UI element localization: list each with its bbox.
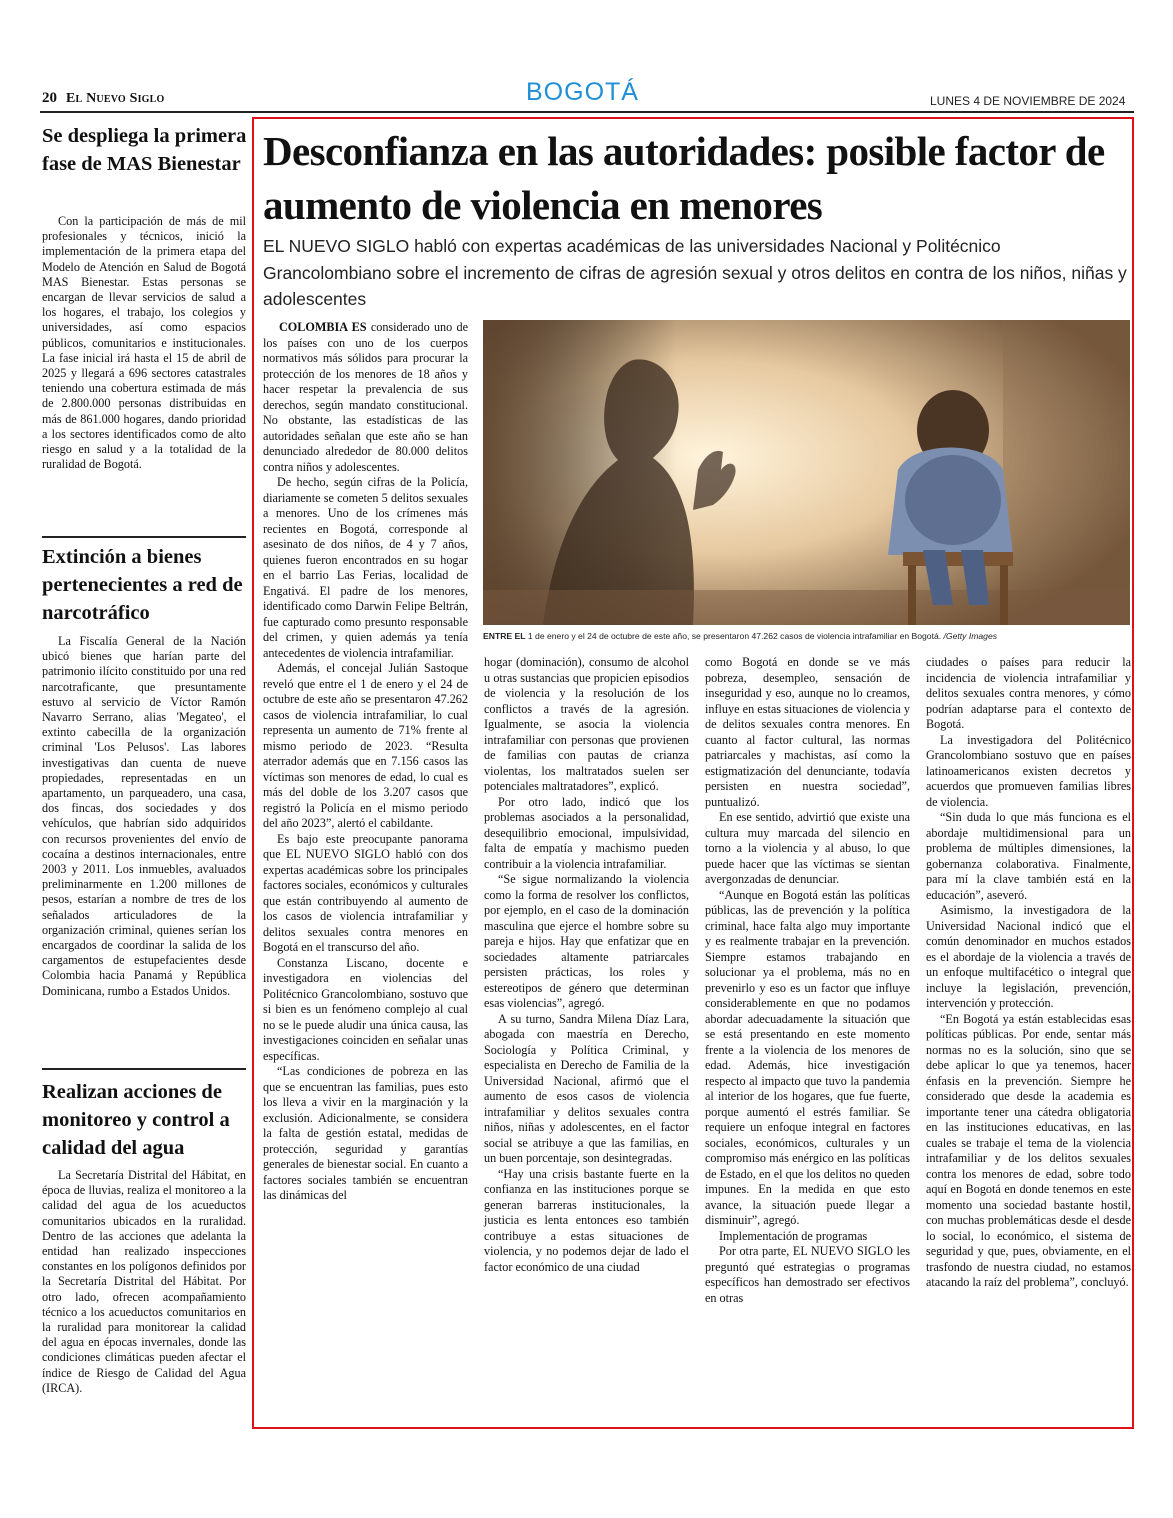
lead-text: considerado uno de los países con uno de los cuerpos normativos más sólidos para procurar la protección de los menores de 18 años y hacer respetar la prevalencia de sus derechos, según mandato constitucional. No obstante, las estadísticas de las autoridades señalan que este año se han denunciado alrededor de 80.000 delitos contra niños y adolescentes.: [263, 320, 468, 474]
brief-3-title: Realizan acciones de monitoreo y control a calidad del agua: [42, 1081, 230, 1159]
article-column-3: [705, 655, 910, 1306]
paragraph: “Hay una crisis bastante fuerte en la confianza en las instituciones porque se generan barreras institucionales, la justicia es lenta entonces eso también contribuye a estas situaciones de violencia, y no podemos dejar de lado el factor económico de una ciudad: [484, 1166, 689, 1274]
article-headline: Desconfianza en las autoridades: posible factor de aumento de violencia en menores: [263, 128, 1105, 228]
article-column-2: [484, 655, 689, 1275]
header-rule: [40, 111, 1134, 113]
paragraph: hogar (dominación), consumo de alcohol u otras sustancias que propicien episodios de violencia y la resolución de los conflictos a través de la agresión. Igualmente, se asocia la violencia intrafamiliar con personas que provienen de familias con pautas de crianza violentas, los maltratados suelen ser potenciales maltratadores”, explicó.: [484, 655, 689, 793]
paragraph: ciudades o países para reducir la incidencia de violencia intrafamiliar y delitos sexuales contra menores, y cómo podrían adaptarse para el contexto de Bogotá.: [926, 655, 1131, 731]
article-column-1: [263, 320, 468, 1204]
article-column-4: [926, 655, 1131, 1291]
paragraph: A su turno, Sandra Milena Díaz Lara, abogada con maestría en Derecho, Sociología y Política Criminal, y especialista en Derecho de Familia de la Universidad Nacional, afirmó que el aumento de esos casos de violencia intrafamiliar y delitos sexuales contra niños, niñas y adolescentes, en el factor social se atribuye a que las familias, en un buen porcentaje, son desintegradas.: [484, 1011, 689, 1165]
caption-lead: ENTRE EL: [483, 631, 526, 641]
lead-kicker: COLOMBIA ES: [279, 320, 367, 334]
paragraph: De hecho, según cifras de la Policía, diariamente se cometen 5 delitos sexuales a menores. Uno de los crímenes más recientes en Bogotá, corresponde al asesinato de dos niños, de 4 y 7 años, quienes fueron encontrados en su hogar en el barrio Las Ferias, localidad de Engativá. El padre de los menores, identificado como Darwin Felipe Beltrán, fue capturado como presunto responsable del crimen, y quien además ya tenía antecedentes de violencia intrafamiliar.: [263, 475, 468, 660]
photo-illustration: [483, 320, 1130, 625]
issue-date: LUNES 4 DE NOVIEMBRE DE 2024: [930, 94, 1126, 108]
paragraph: “Se sigue normalizando la violencia como la forma de resolver los conflictos, por ejemplo, en el caso de la dominación masculina que ejerce el hombre sobre su pareja e hijos. Hay que enfatizar que en sociedades altamente patriarcales persisten prácticas, los roles y estereotipos de género que determinan esas violencias”, agregó.: [484, 872, 689, 1010]
paragraph: La investigadora del Politécnico Grancolombiano sostuvo que en países latinoamericanos existen decretos y acuerdos que promueven familias libres de violencia.: [926, 732, 1131, 809]
brief-2-title: Extinción a bienes pertenecientes a red de narcotráfico: [42, 546, 243, 624]
paragraph: como Bogotá en donde se ve más pobreza, desempleo, sensación de inseguridad y eso, aunque no lo creamos, influye en estas situaciones de violencia y de delitos sexuales contra menores. En cuanto al factor cultural, las normas patriarcales y machistas, así como la estigmatización del denunciante, todavía persisten en nuestra sociedad”, puntualizó.: [705, 655, 910, 809]
paragraph: “En Bogotá ya están establecidas esas políticas públicas. Por ende, sentar más normas no es la solución, sino que se debe aplicar lo que ya tenemos, hacer énfasis en la prevención. Siempre he considerado que desde la academia es importante tener una cátedra obligatoria en las instituciones educativas, en las cuales se trabaje el tema de la violencia intrafamiliar y de los delitos sexuales contra los menores de edad, sobre todo aquí en Bogotá en donde tenemos en este momento una sociedad bastante hostil, con muchas problemáticas desde el desde lo social, lo económico, el sistema de seguridad y que, pues, obviamente, en el trasfondo de nuestra ciudad, no estamos atacando la raíz del problema”, concluyó.: [926, 1011, 1131, 1289]
brief-1-body: Con la participación de más de mil profesionales y técnicos, inició la implementación de la primera etapa del Modelo de Atención en Salud de Bogotá MAS Bienestar. Estas personas se encargan de llevar servicios de salud a los hogares, el trabajo, los colegios y universidades, así como espacios públicos, comunitarios e institucionales. La fase inicial irá hasta el 15 de abril de 2025 y llegará a 696 sectores catastrales teniendo una cobertura estimada de más de 2.800.000 personas distribuidas en más de 861.000 hogares, dando prioridad a los sectores identificados como de alto riesgo en salud y a la totalidad de la ruralidad de Bogotá.: [42, 214, 246, 472]
paragraph: Asimismo, la investigadora de la Universidad Nacional indicó que el común denominador en muchos estados es el abordaje de la violencia a través de un enfoque multifacético o integral que incluye la legislación, prevención, intervención y protección.: [926, 903, 1131, 1010]
paragraph: En ese sentido, advirtió que existe una cultura muy marcada del silencio en torno a la violencia y al abuso, lo que puede hacer que las víctimas se sientan avergonzadas de denunciar.: [705, 810, 910, 886]
brief-2-body: La Fiscalía General de la Nación ubicó bienes que harían parte del patrimonio ilícito constituido por una red narcotraficante, que presuntamente estuvo al servicio de Víctor Ramón Navarro Serrano, alias 'Megateo', el extinto cabecilla de la organización criminal 'Los Pelusos'. Las labores investigativas dan cuenta de nueve propiedades, representadas en un apartamento, un parqueadero, una casa, dos fincas, dos sociedades y dos vehículos, que habrían sido adquiridos con recursos provenientes del envío de cocaína a destinos internacionales, entre 2003 y 2011. Los inmuebles, avaluados preliminarmente en 1.200 millones de pesos, estarían a nombre de tres de los señalados articuladores de la organización criminal, quienes serían los encargados de coordinar la salida de los cargamentos de estupefacientes desde Colombia hacia Panamá y República Dominicana, rumbo a Estados Unidos.: [42, 634, 246, 998]
masthead: El Nuevo Siglo: [66, 91, 165, 106]
subheading: Implementación de programas: [719, 1228, 868, 1243]
photo-credit: /Getty Images: [943, 631, 998, 641]
article-photo: [483, 320, 1130, 625]
brief-divider: [42, 1068, 246, 1070]
brief-divider: [42, 536, 246, 538]
section-title: BOGOTÁ: [526, 78, 639, 106]
paragraph: “Aunque en Bogotá están las políticas públicas, las de prevención y la política criminal, hace falta algo muy importante y es realmente trabajar en la prevención. Siempre estamos trabajando en solucionar ya el problema, más no en prevenirlo y eso es un factor que influye considerablemente en que no podamos abordar adecuadamente la situación que se está presentando en este momento frente a la violencia de los menores de edad. Además, hice investigación respecto al impacto que tuvo la pandemia al interior de los hogares, que fue fuerte, porque aumentó el estrés familiar. Se requiere un enfoque integral en factores sociales, económicos, culturales y un compromiso más enérgico en las políticas de Estado, en el que los delitos no queden impunes. En la medida en que esto avance, la situación puede llegar a disminuir”, agregó.: [705, 887, 910, 1227]
paragraph: “Sin duda lo que más funciona es el abordaje multidimensional para un problema de múltiples dimensiones, la gobernanza colaborativa. Finalmente, para mí la clave también está en la educación”, aseveró.: [926, 810, 1131, 902]
paragraph: Por otra parte, EL NUEVO SIGLO les preguntó qué estrategias o programas específicos han demostrado ser efectivos en otras: [705, 1244, 910, 1305]
caption-text: 1 de enero y el 24 de octubre de este año, se presentaron 47.262 casos de violencia intrafamiliar en Bogotá.: [525, 631, 944, 641]
paragraph: Constanza Liscano, docente e investigadora en violencias del Politécnico Grancolombiano, sostuvo que si bien es un fenómeno complejo al cual no se le puede aludir una única causa, las investigaciones coinciden en señalar unas específicas.: [263, 955, 468, 1063]
paragraph: “Las condiciones de pobreza en las que se encuentran las familias, pues esto los lleva a vivir en la marginación y la exclusión. Adicionalmente, se considera la falta de gestión estatal, medidas de protección, seguridad y garantías generales de bienestar social. En cuanto a factores sociales también se encuentran las dinámicas del: [263, 1064, 468, 1202]
article-deck: EL NUEVO SIGLO habló con expertas académicas de las universidades Nacional y Politécnico Grancolombiano sobre el incremento de cifras de agresión sexual y otros delitos en contra de los niños, niñas y adolescentes: [263, 236, 1127, 309]
page-number: 20: [42, 90, 57, 106]
brief-3-body: La Secretaría Distrital del Hábitat, en época de lluvias, realiza el monitoreo a la calidad del agua de los acueductos comunitarios ubicados en la ruralidad. Dentro de las acciones que adelanta la entidad han realizado inspecciones constantes en los polígonos definidos por la Secretaría Distrital del Hábitat. Por otro lado, ofrecen acompañamiento técnico a los acueductos comunitarios en la ruralidad para monitorear la calidad del agua en épocas invernales, donde las condiciones climáticas pueden afectar el índice de Riesgo de Calidad del Agua (IRCA).: [42, 1168, 246, 1395]
paragraph: Es bajo este preocupante panorama que EL NUEVO SIGLO habló con dos expertas académicas sobre los principales factores sociales, económicos y culturales que están contribuyendo al aumento de los casos de violencia intrafamiliar y delitos sexuales contra menores en Bogotá en el transcurso del año.: [263, 831, 468, 954]
lead-paragraph: [263, 320, 468, 475]
paragraph: Además, el concejal Julián Sastoque reveló que entre el 1 de enero y el 24 de octubre de este año se presentaron 47.262 casos de violencia intrafamiliar, lo cual representa un aumento de 71% frente al mismo periodo de 2023. “Resulta aterrador además que en 7.156 casos las víctimas son menores de edad, lo cual es más del doble de los 3.207 casos que registró la Policía en el mismo periodo del año 2023”, alertó el cabildante.: [263, 661, 468, 830]
brief-1-title: Se despliega la primera fase de MAS Bienestar: [42, 125, 247, 175]
paragraph: Por otro lado, indicó que los problemas asociados a la personalidad, desequilibrio emocional, impulsividad, falta de empatía y machismo pueden contribuir a la violencia intrafamiliar.: [484, 794, 689, 871]
photo-caption: [483, 630, 1133, 642]
